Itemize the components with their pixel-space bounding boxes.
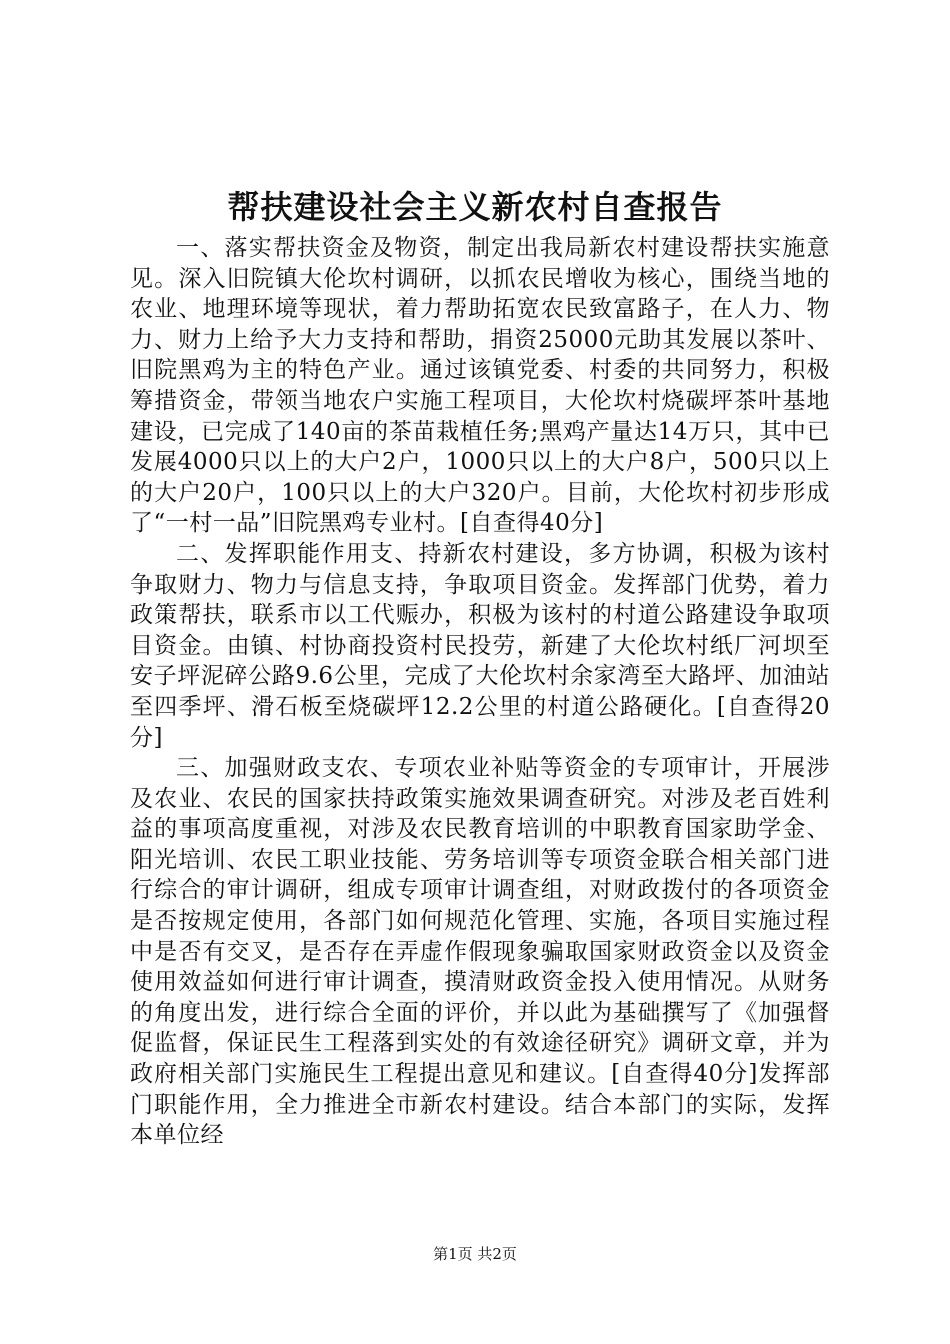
paragraph-1: 一、落实帮扶资金及物资，制定出我局新农村建设帮扶实施意见。深入旧院镇大伦坎村调研，以抓农民增收为核心，围绕当地的农业、地理环境等现状，着力帮助拓宽农民致富路子，在人力、物力、财力上给予大力支持和帮助，捐资25000元助其发展以茶叶、旧院黑鸡为主的特色产业。通过该镇党委、村委的共同努力，积极筹措资金，带领当地农户实施工程项目，大伦坎村烧碳坪茶叶基地建设，已完成了140亩的茶苗栽植任务;黑鸡产量达14万只，其中已发展4000只以上的大户2户，1000只以上的大户8户，500只以上的大户20户，100只以上的大户320户。目前，大伦坎村初步形成了“一村一品”旧院黑鸡专业村。[自查得40分] (130, 235, 830, 537)
paragraph-3: 三、加强财政支农、专项农业补贴等资金的专项审计，开展涉及农业、农民的国家扶持政策实施效果调查研究。对涉及老百姓利益的事项高度重视，对涉及农民教育培训的中职教育国家助学金、阳光培训、农民工职业技能、劳务培训等专项资金联合相关部门进行综合的审计调研，组成专项审计调查组，对财政拨付的各项资金是否按规定使用，各部门如何规范化管理、实施，各项目实施过程中是否有交叉，是否存在弄虚作假现象骗取国家财政资金以及资金使用效益如何进行审计调查，摸清财政资金投入使用情况。从财务的角度出发，进行综合全面的评价，并以此为基础撰写了《加强督促监督，保证民生工程落到实处的有效途径研究》调研文章，并为政府相关部门实施民生工程提出意见和建议。[自查得40分]发挥部门职能作用，全力推进全市新农村建设。结合本部门的实际，发挥本单位经 (130, 755, 830, 1149)
document-body (130, 233, 830, 1151)
paragraph-2: 二、发挥职能作用支、持新农村建设，多方协调，积极为该村争取财力、物力与信息支持，争取项目资金。发挥部门优势，着力政策帮扶，联系市以工代赈办，积极为该村的村道公路建设争取项目资金。由镇、村协商投资村民投劳，新建了大伦坎村纸厂河坝至安子坪泥碎公路9.6公里，完成了大伦坎村余家湾至大路坪、加油站至四季坪、滑石板至烧碳坪12.2公里的村道公路硬化。[自查得20分] (130, 540, 830, 751)
document-title: 帮扶建设社会主义新农村自查报告 (227, 188, 723, 226)
page-number-footer: 第1页 共2页 (433, 1245, 517, 1263)
